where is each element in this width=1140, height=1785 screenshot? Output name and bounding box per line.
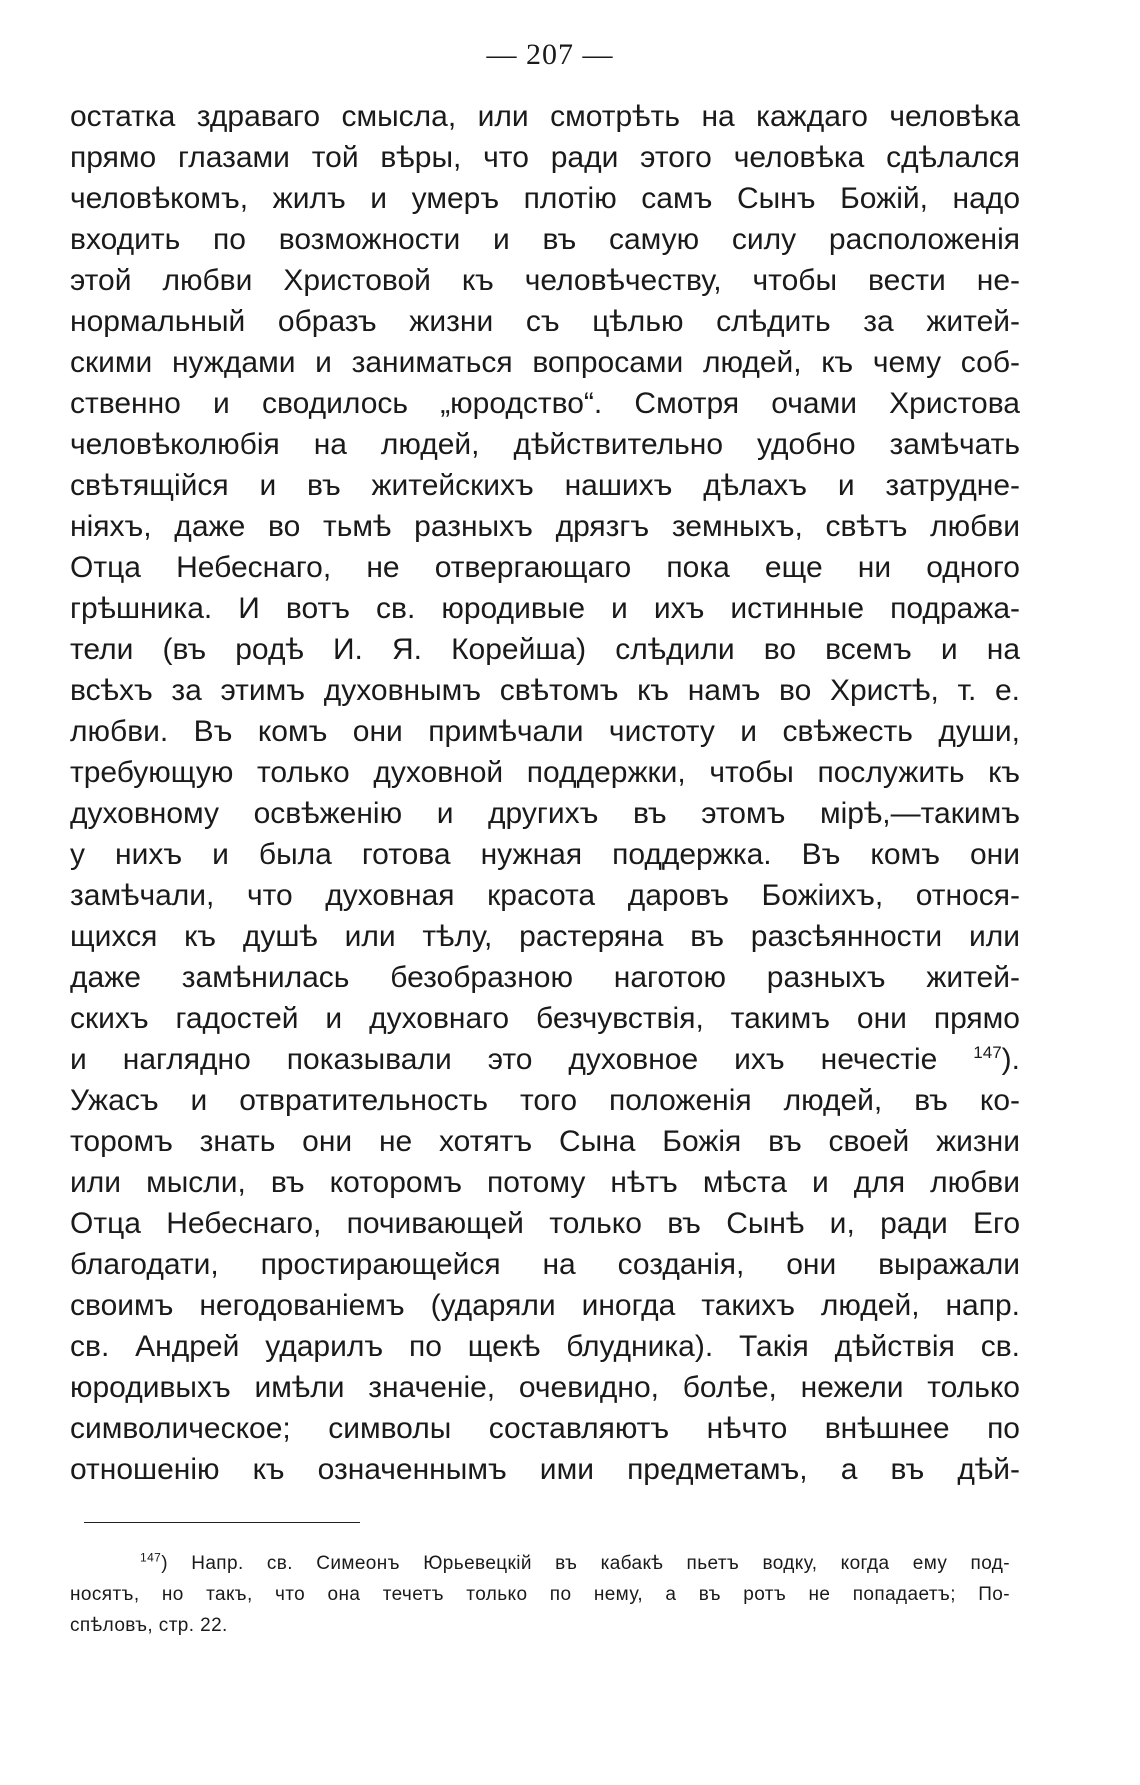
text-line: требующую только духовной поддержки, чтобы послужить къ: [70, 756, 1020, 789]
text-line: или мысли, въ которомъ потому нѣтъ мѣста и для любви: [70, 1166, 1020, 1199]
text-line: этой любви Христовой къ человѣчеству, чтобы вести не-: [70, 264, 1020, 297]
text-line: человѣкомъ, жилъ и умеръ плотію самъ Сынъ Божій, надо: [70, 182, 1020, 215]
text-line: юродивыхъ имѣли значеніе, очевидно, болѣе, нежели только: [70, 1371, 1020, 1404]
text-fragment: ).: [1001, 1043, 1020, 1076]
text-line: прямо глазами той вѣры, что ради этого человѣка сдѣлался: [70, 141, 1020, 174]
text-line: Отца Небеснаго, не отвергающаго пока еще ни одного: [70, 551, 1020, 584]
page-number: — 207 —: [486, 38, 614, 71]
text-line: входить по возможности и въ самую силу расположенія: [70, 223, 1020, 256]
text-line: скими нуждами и заниматься вопросами людей, къ чему соб-: [70, 346, 1020, 379]
footnote-divider: [84, 1522, 360, 1523]
text-line: ніяхъ, даже во тьмѣ разныхъ дрязгъ земныхъ, свѣтъ любви: [70, 510, 1020, 543]
text-fragment: и наглядно показывали это духовное ихъ нечестіе: [70, 1043, 974, 1076]
text-line: у нихъ и была готова нужная поддержка. Въ комъ они: [70, 838, 1020, 871]
footnote-text: ) Напр. св. Симеонъ Юрьевецкій въ кабакѣ пьетъ водку, когда ему под-: [161, 1553, 1010, 1574]
text-line: остатка здраваго смысла, или смотрѣть на каждаго человѣка: [70, 100, 1020, 133]
text-line: ственно и сводилось „юродство“. Смотря очами Христова: [70, 387, 1020, 420]
text-line: Отца Небеснаго, почивающей только въ Сынѣ и, ради Его: [70, 1207, 1020, 1240]
text-line: Ужасъ и отвратительность того положенія людей, въ ко-: [70, 1084, 1020, 1117]
text-line: щихся къ душѣ или тѣлу, растеряна въ разсѣянности или: [70, 920, 1020, 953]
text-line: грѣшника. И вотъ св. юродивые и ихъ истинные подража-: [70, 592, 1020, 625]
body-text: [70, 96, 1020, 1490]
footnote-line: [70, 1548, 1010, 1579]
text-line: духовному освѣженію и другихъ въ этомъ мірѣ,—такимъ: [70, 797, 1020, 830]
text-line: свѣтящійся и въ житейскихъ нашихъ дѣлахъ и затрудне-: [70, 469, 1020, 502]
text-line: любви. Въ комъ они примѣчали чистоту и свѣжесть души,: [70, 715, 1020, 748]
text-line: своимъ негодованіемъ (ударяли иногда такихъ людей, напр.: [70, 1289, 1020, 1322]
footnote-line: носятъ, но такъ, что она течетъ только по нему, а въ ротъ не попадаетъ; По-: [70, 1584, 1010, 1605]
text-line: человѣколюбія на людей, дѣйствительно удобно замѣчать: [70, 428, 1020, 461]
text-line: замѣчали, что духовная красота даровъ Божіихъ, относя-: [70, 879, 1020, 912]
text-line: тели (въ родѣ И. Я. Корейша) слѣдили во всемъ и на: [70, 633, 1020, 666]
footnote-reference[interactable]: 147: [973, 1043, 1002, 1062]
text-line: благодати, простирающейся на созданія, они выражали: [70, 1248, 1020, 1281]
footnote-marker: 147: [140, 1550, 162, 1565]
text-line: скихъ гадостей и духовнаго безчувствія, такимъ они прямо: [70, 1002, 1020, 1035]
text-line: нормальный образъ жизни съ цѣлью слѣдить за житей-: [70, 305, 1020, 338]
text-line: символическое; символы составляютъ нѣчто внѣшнее по: [70, 1412, 1020, 1445]
text-line-with-footnote-ref: [70, 1039, 1020, 1080]
text-line: отношенію къ означеннымъ ими предметамъ, а въ дѣй-: [70, 1453, 1020, 1486]
text-line: даже замѣнилась безобразною наготою разныхъ житей-: [70, 961, 1020, 994]
text-line: торомъ знать они не хотятъ Сына Божія въ своей жизни: [70, 1125, 1020, 1158]
footnote: [70, 1548, 1010, 1641]
text-line: всѣхъ за этимъ духовнымъ свѣтомъ къ намъ во Христѣ, т. е.: [70, 674, 1020, 707]
text-line: св. Андрей ударилъ по щекѣ блудника). Такія дѣйствія св.: [70, 1330, 1020, 1363]
footnote-line: спѣловъ, стр. 22.: [70, 1615, 228, 1636]
